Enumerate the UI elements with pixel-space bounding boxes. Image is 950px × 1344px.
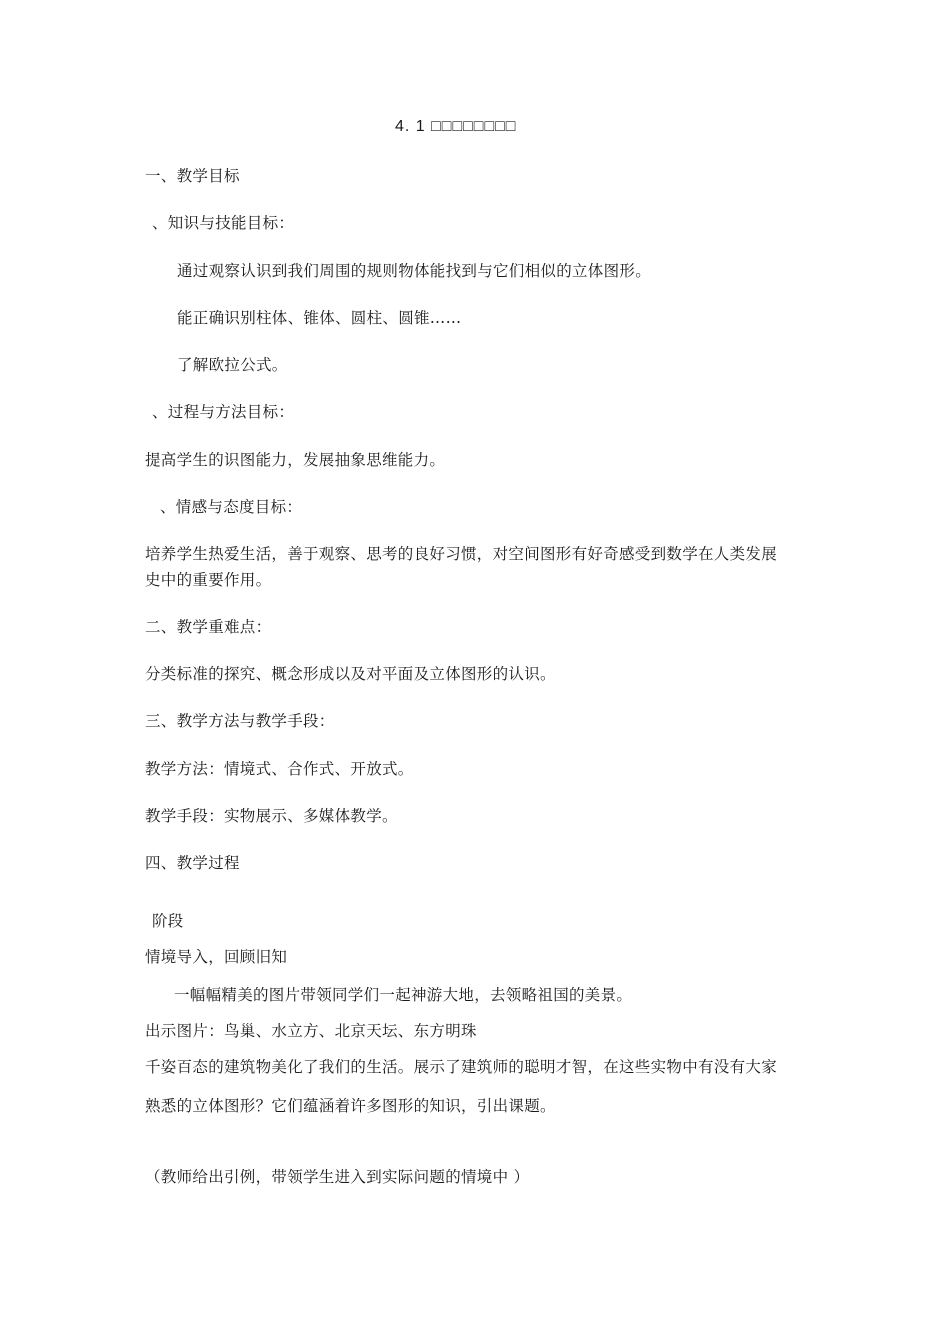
paragraph: 提高学生的识图能力，发展抽象思维能力。 <box>145 451 446 469</box>
paragraph: 千姿百态的建筑物美化了我们的生活。展示了建筑师的聪明才智，在这些实物中有没有大家 <box>145 1058 778 1076</box>
teacher-note: （教师给出引例，带领学生进入到实际问题的情境中 ） <box>145 1168 530 1186</box>
stage-name: 情境导入，回顾旧知 <box>145 948 288 966</box>
paragraph: 培养学生热爱生活，善于观察、思考的良好习惯，对空间图形有好奇感受到数学在人类发展 <box>145 545 778 563</box>
page-title: 4. 1 □□□□□□□□ <box>395 118 517 135</box>
section-heading-methods: 三、教学方法与教学手段： <box>145 712 335 730</box>
subheading-emotion-attitude: 、情感与态度目标： <box>160 498 303 516</box>
paragraph: 熟悉的立体图形？它们蕴涵着许多图形的知识，引出课题。 <box>145 1097 556 1115</box>
section-heading-key-points: 二、教学重难点： <box>145 618 272 636</box>
objective-item: 通过观察认识到我们周围的规则物体能找到与它们相似的立体图形。 <box>177 262 652 280</box>
paragraph: 分类标准的探究、概念形成以及对平面及立体图形的认识。 <box>145 665 556 683</box>
subheading-process-methods: 、过程与方法目标： <box>152 403 295 421</box>
subheading-knowledge-skills: 、知识与技能目标： <box>152 214 295 232</box>
stage-label: 阶段 <box>152 912 184 930</box>
section-heading-process: 四、教学过程 <box>145 854 240 872</box>
objective-item: 了解欧拉公式。 <box>177 356 288 374</box>
paragraph: 出示图片：鸟巢、水立方、北京天坛、东方明珠 <box>145 1022 477 1040</box>
paragraph: 一幅幅精美的图片带领同学们一起神游大地，去领略祖国的美景。 <box>174 986 633 1004</box>
section-heading-objectives: 一、教学目标 <box>145 167 240 185</box>
paragraph: 教学方法：情境式、合作式、开放式。 <box>145 760 414 778</box>
paragraph: 史中的重要作用。 <box>145 571 272 589</box>
objective-item: 能正确识别柱体、锥体、圆柱、圆锥…… <box>177 309 462 327</box>
paragraph: 教学手段：实物展示、多媒体教学。 <box>145 807 398 825</box>
